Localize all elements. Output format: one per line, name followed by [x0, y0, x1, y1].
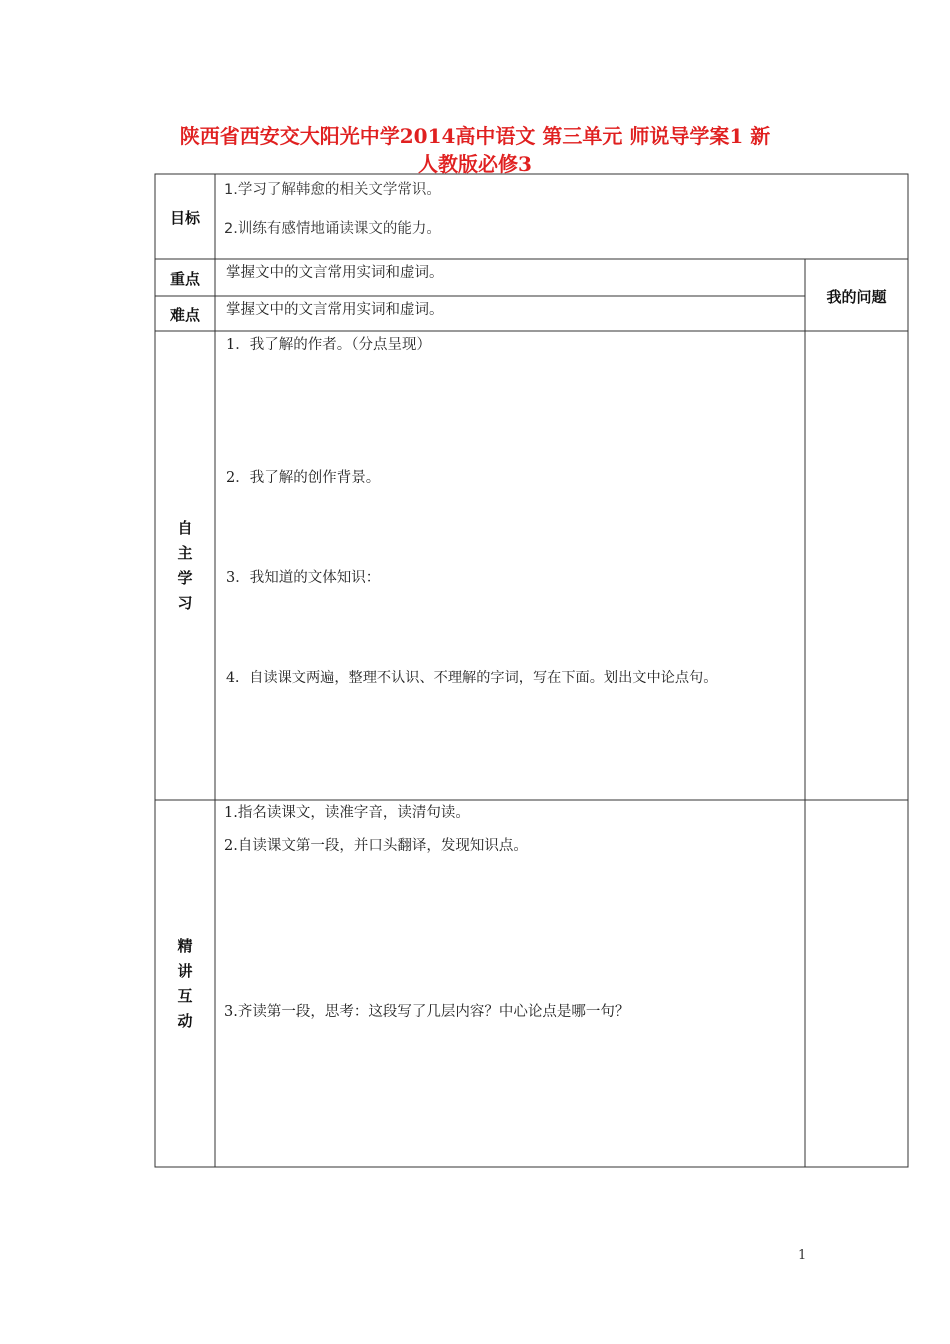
self-study-item-3: 3．我知道的文体知识：	[226, 570, 381, 586]
self-study-label: 自主学习	[177, 519, 193, 612]
self-study-item-2: 2．我了解的创作背景。	[226, 470, 381, 486]
title-line-1: 陕西省西安交大阳光中学2014高中语文 第三单元 师说导学案1 新	[179, 124, 771, 148]
document-title	[0, 122, 950, 178]
interaction-label: 精讲互动	[177, 937, 193, 1030]
title-line-2: 人教版必修3	[418, 152, 532, 176]
goal-label: 目标	[169, 209, 200, 227]
my-questions-label: 我的问题	[826, 288, 887, 306]
self-study-item-4: 4．自读课文两遍，整理不认识、不理解的字词，写在下面。划出文中论点句。	[226, 670, 718, 686]
goal-item-1: 1.学习了解韩愈的相关文学常识。	[224, 182, 441, 198]
interaction-item-1: 1.指名读课文，读准字音，读清句读。	[224, 805, 470, 821]
key-point-text: 掌握文中的文言常用实词和虚词。	[226, 265, 444, 281]
interaction-item-2: 2.自读课文第一段，并口头翻译，发现知识点。	[224, 838, 528, 854]
difficult-point-text: 掌握文中的文言常用实词和虚词。	[226, 302, 444, 318]
goal-item-2: 2.训练有感情地诵读课文的能力。	[224, 221, 441, 237]
self-study-item-1: 1．我了解的作者。（分点呈现）	[226, 337, 431, 353]
interaction-item-3: 3.齐读第一段，思考：这段写了几层内容？中心论点是哪一句？	[224, 1004, 630, 1020]
page-number: 1	[798, 1248, 807, 1263]
key-point-label: 重点	[169, 270, 200, 288]
difficult-point-label: 难点	[169, 306, 200, 324]
